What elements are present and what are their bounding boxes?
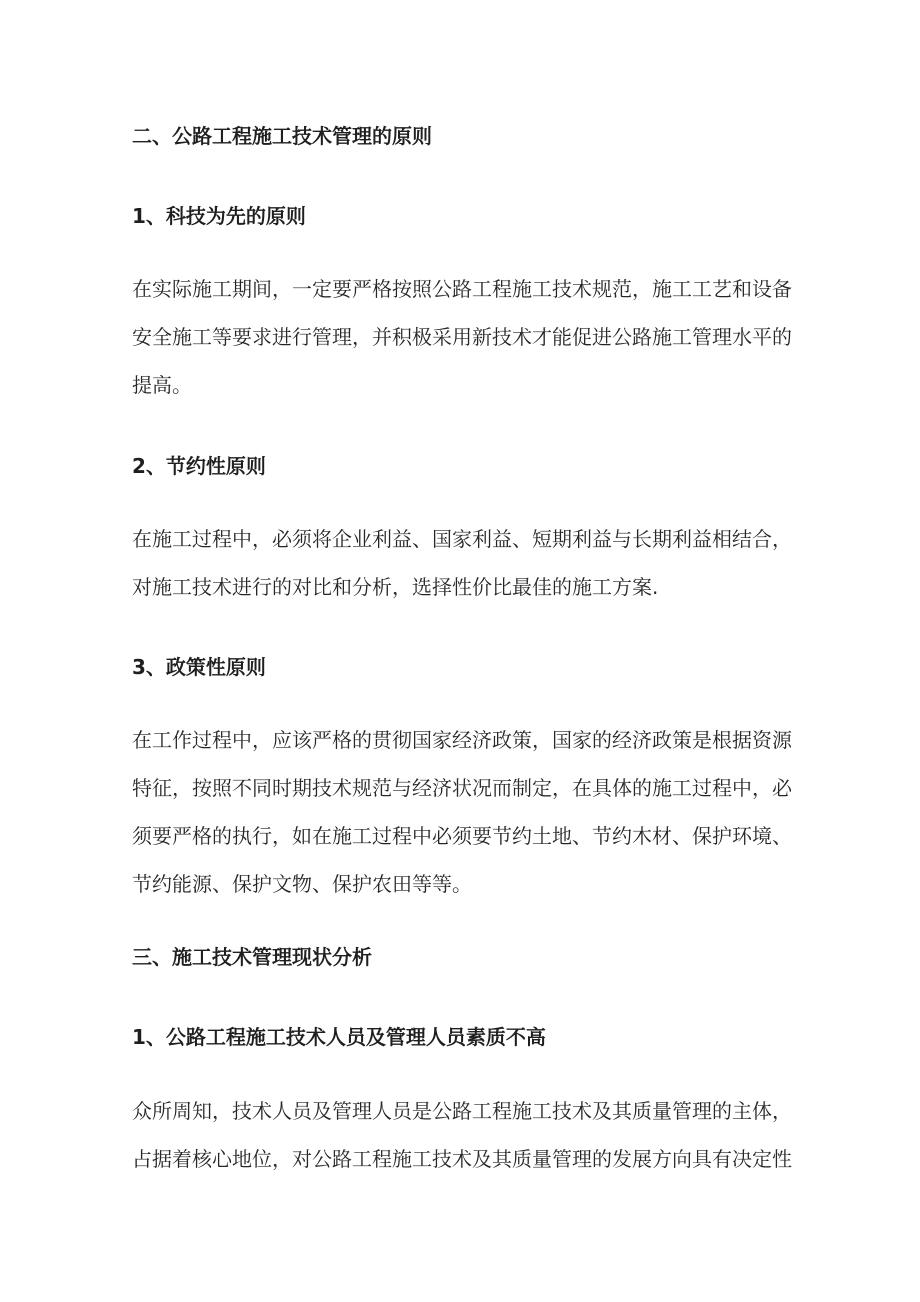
- subheading-policy: 3、政策性原则: [132, 655, 266, 679]
- paragraph-line: 节约能源、保护文物、保护农田等等。: [132, 872, 472, 896]
- paragraph-line: 对施工技术进行的对比和分析，选择性价比最佳的施工方案.: [132, 575, 659, 599]
- paragraph-line: 在工作过程中，应该严格的贯彻国家经济政策，国家的经济政策是根据资源: [132, 728, 792, 752]
- paragraph-line: 在施工过程中，必须将企业利益、国家利益、短期利益与长期利益相结合，: [132, 527, 792, 551]
- paragraph-line: 须要严格的执行，如在施工过程中必须要节约土地、节约木材、保护环境、: [132, 824, 792, 848]
- paragraph-line: 安全施工等要求进行管理，并积极采用新技术才能促进公路施工管理水平的: [132, 325, 792, 349]
- subheading-technology-first: 1、科技为先的原则: [132, 204, 306, 228]
- section-heading-principles: 二、公路工程施工技术管理的原则: [132, 124, 432, 148]
- paragraph-policy: [132, 716, 822, 908]
- paragraph-economy: [132, 515, 822, 611]
- paragraph-line: 在实际施工期间，一定要严格按照公路工程施工技术规范，施工工艺和设备: [132, 277, 792, 301]
- paragraph-line: 占据着核心地位，对公路工程施工技术及其质量管理的发展方向具有决定性: [132, 1147, 792, 1171]
- paragraph-line: 提高。: [132, 373, 192, 397]
- paragraph-line: 众所周知，技术人员及管理人员是公路工程施工技术及其质量管理的主体，: [132, 1099, 792, 1123]
- paragraph-staff-quality: [132, 1087, 822, 1183]
- section-heading-status-analysis: 三、施工技术管理现状分析: [132, 945, 372, 969]
- subheading-staff-quality: 1、公路工程施工技术人员及管理人员素质不高: [132, 1025, 546, 1049]
- paragraph-technology-first: [132, 265, 822, 409]
- paragraph-line: 特征，按照不同时期技术规范与经济状况而制定，在具体的施工过程中，必: [132, 776, 792, 800]
- subheading-economy: 2、节约性原则: [132, 454, 266, 478]
